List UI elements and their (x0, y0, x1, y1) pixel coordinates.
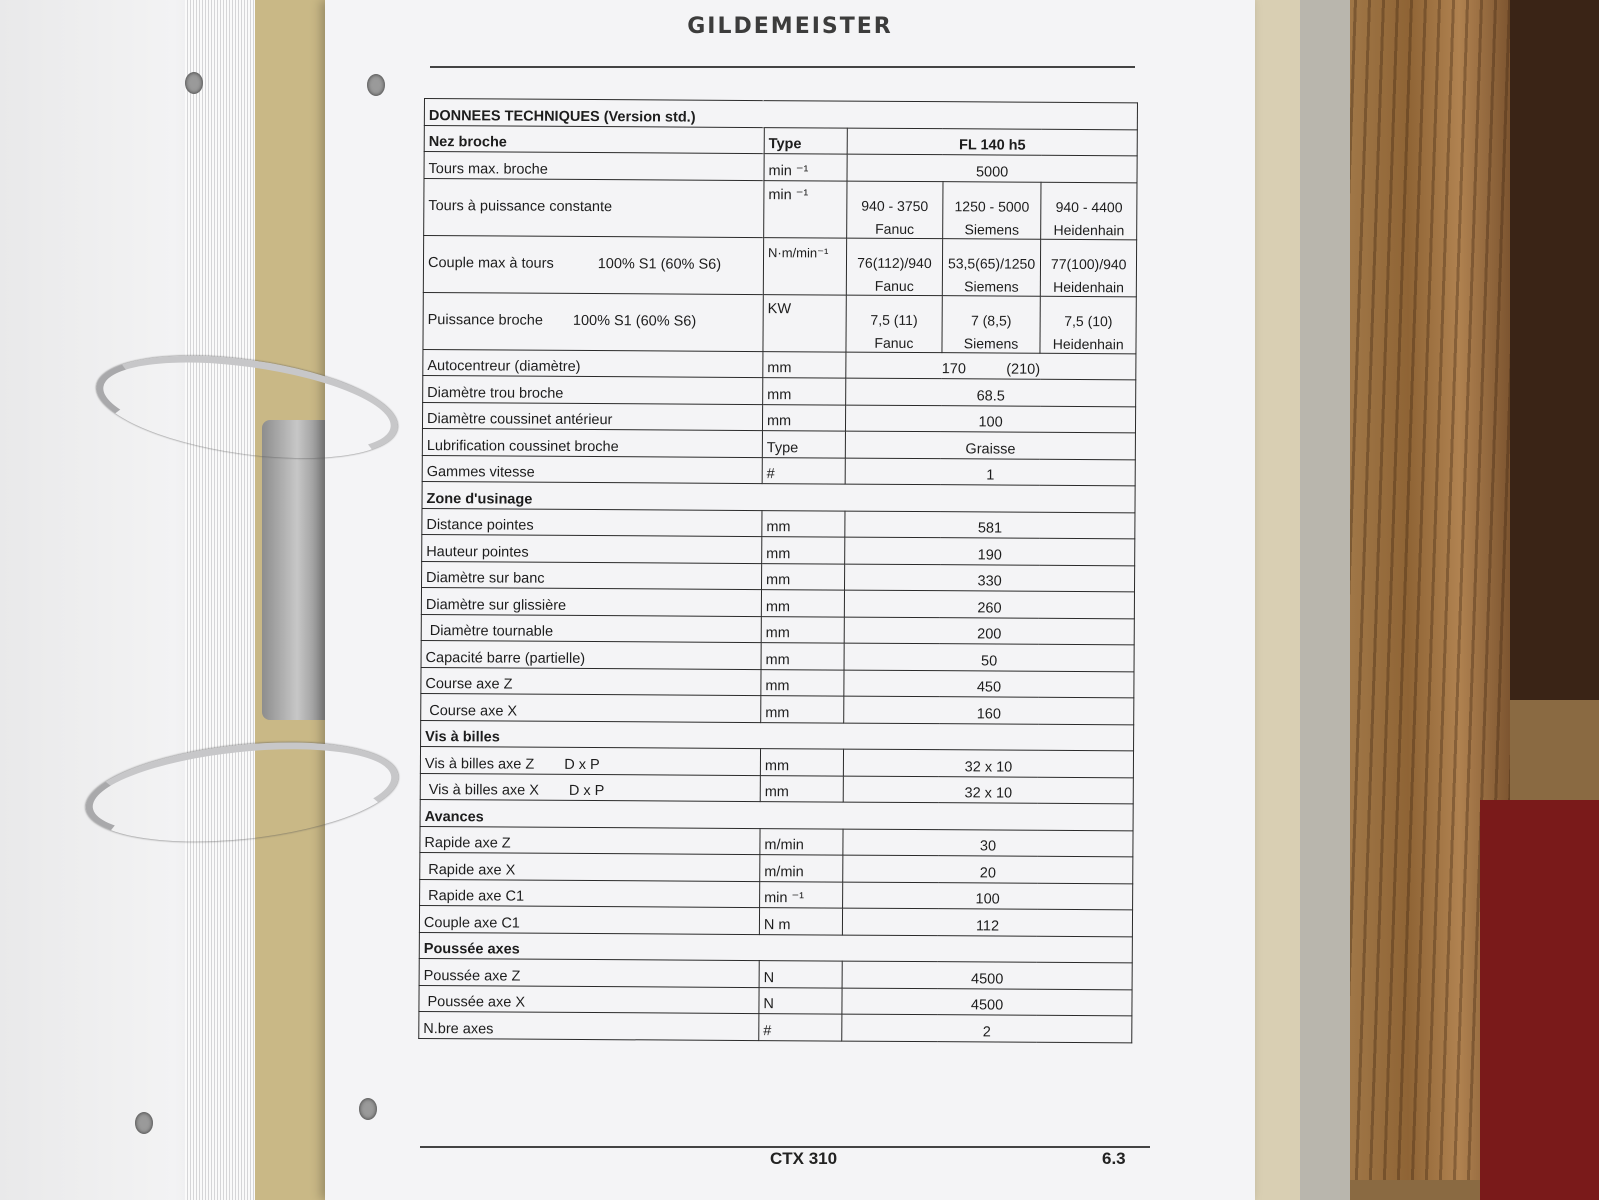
value-siemens: 7 (8,5) Siemens (942, 295, 1041, 353)
row-label: Diamètre sur glissière (421, 587, 761, 616)
row-unit: Type (764, 127, 847, 154)
background-tan-strip (1250, 0, 1300, 1200)
table-row (422, 428, 1135, 459)
row-label: Diamètre coussinet antérieur (422, 402, 762, 431)
row-unit: mm (763, 351, 846, 378)
binder-mechanism (262, 420, 332, 720)
row-unit: min ⁻¹ (764, 154, 847, 181)
value-heidenhain: 7,5 (10) Heidenhain (1040, 296, 1136, 354)
row-label: Vis à billes axe X D x P (420, 773, 760, 802)
punch-hole (359, 1098, 377, 1120)
row-value: 450 (844, 670, 1134, 698)
punch-hole (185, 72, 203, 94)
row-unit: min ⁻¹ (764, 180, 848, 238)
page-stack-edges (185, 0, 255, 1200)
row-unit: # (759, 1014, 842, 1041)
row-unit: mm (762, 537, 845, 564)
row-label: Diamètre sur banc (422, 561, 762, 590)
row-label: Poussée axe Z (419, 958, 759, 987)
row-value: 30 (843, 829, 1133, 857)
row-label: Couple max à tours 100% S1 (60% S6) (423, 235, 763, 294)
row-value: 20 (843, 855, 1133, 883)
row-label: Tours max. broche (424, 152, 764, 181)
row-value: 112 (843, 908, 1133, 936)
row-unit: mm (761, 643, 844, 670)
row-unit: # (762, 457, 845, 484)
row-value: 32 x 10 (843, 776, 1133, 804)
row-note: D x P (568, 782, 605, 800)
table-row (422, 455, 1135, 486)
row-value: 330 (845, 564, 1135, 592)
row-value: 1 (845, 458, 1135, 486)
section-heading: Zone d'usinage (422, 481, 1135, 512)
row-unit: m/min (760, 828, 843, 855)
row-value: 100 (843, 882, 1133, 910)
table-row (422, 402, 1135, 433)
row-unit: mm (762, 404, 845, 431)
footer-model: CTX 310 (770, 1149, 838, 1168)
row-unit: N (759, 961, 842, 988)
header-rule (430, 66, 1135, 68)
row-unit: mm (761, 616, 844, 643)
table-row (423, 292, 1136, 353)
brand-logo: GILDEMEISTER (687, 14, 893, 39)
row-unit: Type (762, 431, 845, 458)
row-note: D x P (564, 756, 600, 773)
technical-data-table (418, 98, 1138, 1043)
row-value: 190 (845, 537, 1135, 565)
row-value: 260 (844, 590, 1134, 618)
value-fanuc: 76(112)/940 Fanuc (846, 238, 942, 296)
row-value: 32 x 10 (844, 749, 1134, 777)
row-label: Distance pointes (422, 508, 762, 537)
row-value: 50 (844, 643, 1134, 671)
row-value: 170 (210) (846, 352, 1136, 380)
row-unit: KW (763, 294, 847, 352)
row-label: Autocentreur (diamètre) (423, 349, 763, 378)
table-row (421, 640, 1134, 671)
row-unit: N (759, 987, 842, 1014)
row-label: Puissance broche 100% S1 (60% S6) (423, 292, 763, 351)
row-unit: min ⁻¹ (760, 881, 843, 908)
document-page (325, 0, 1255, 1200)
table-row (420, 773, 1133, 804)
row-label: Rapide axe Z (420, 826, 760, 855)
row-unit: mm (761, 590, 844, 617)
row-unit: mm (761, 669, 844, 696)
row-unit: N m (759, 908, 842, 935)
row-unit: mm (763, 378, 846, 405)
table-row (423, 235, 1136, 296)
table-row (424, 178, 1137, 239)
table-row (424, 152, 1137, 183)
value-fanuc: 7,5 (11) Fanuc (846, 295, 942, 353)
row-label: Nez broche (424, 125, 764, 154)
row-value: 200 (844, 617, 1134, 645)
row-unit: mm (761, 696, 844, 723)
value-fanuc: 940 - 3750 Fanuc (847, 181, 943, 239)
row-value: FL 140 h5 (847, 128, 1137, 156)
row-unit: N·m/min⁻¹ (763, 237, 847, 295)
row-label: Tours à puissance constante (424, 178, 764, 237)
row-value: 100 (846, 405, 1136, 433)
row-label: Diamètre tournable (421, 614, 761, 643)
row-unit: mm (761, 563, 844, 590)
row-label: Diamètre trou broche (423, 375, 763, 404)
section-heading: Vis à billes (421, 720, 1134, 751)
table-row (422, 561, 1135, 592)
table-row (420, 746, 1133, 777)
row-label: Rapide axe X (420, 852, 760, 881)
table-title: DONNEES TECHNIQUES (Version std.) (424, 99, 1137, 130)
table-row (422, 508, 1135, 539)
value-heidenhain: 940 - 4400 Heidenhain (1041, 182, 1137, 240)
section-heading: Poussée axes (419, 932, 1132, 963)
row-unit: mm (760, 749, 843, 776)
row-value: 68.5 (846, 378, 1136, 406)
row-label: Poussée axe X (419, 985, 759, 1014)
table-row (423, 349, 1136, 380)
background-red-box (1480, 800, 1599, 1200)
row-note: 100% S1 (60% S6) (597, 256, 722, 273)
value-siemens: 1250 - 5000 Siemens (942, 181, 1041, 239)
table-row (421, 587, 1134, 618)
row-label: Lubrification coussinet broche (422, 428, 762, 457)
row-value: 4500 (842, 988, 1132, 1016)
footer-page-number: 6.3 (1102, 1149, 1126, 1168)
row-label: Gammes vitesse (422, 455, 762, 484)
row-value: 160 (844, 696, 1134, 724)
row-label: Hauteur pointes (422, 534, 762, 563)
value-siemens: 53,5(65)/1250 Siemens (942, 238, 1041, 296)
row-label: Vis à billes axe Z D x P (420, 746, 760, 775)
punch-hole (135, 1112, 153, 1134)
row-label: Course axe Z (421, 667, 761, 696)
row-label: Capacité barre (partielle) (421, 640, 761, 669)
row-label: Rapide axe C1 (420, 879, 760, 908)
table-row (423, 375, 1136, 406)
punch-hole (367, 74, 385, 96)
row-label: Course axe X (421, 693, 761, 722)
row-note: 100% S1 (60% S6) (572, 312, 697, 330)
row-value: 2 (842, 1014, 1132, 1042)
section-heading: Avances (420, 799, 1133, 830)
row-value: Graisse (845, 431, 1135, 459)
value-heidenhain: 77(100)/940 Heidenhain (1041, 239, 1137, 297)
footer-rule (420, 1146, 1150, 1148)
row-value: 5000 (847, 154, 1137, 182)
table-row (421, 614, 1134, 645)
row-label: N.bre axes (419, 1011, 759, 1040)
row-value: 581 (845, 511, 1135, 539)
row-unit: m/min (760, 855, 843, 882)
row-unit: mm (760, 775, 843, 802)
table-row (419, 1011, 1132, 1042)
row-unit: mm (762, 510, 845, 537)
background-dark-panel (1510, 0, 1599, 700)
row-value: 4500 (842, 961, 1132, 989)
row-label: Couple axe C1 (419, 905, 759, 934)
